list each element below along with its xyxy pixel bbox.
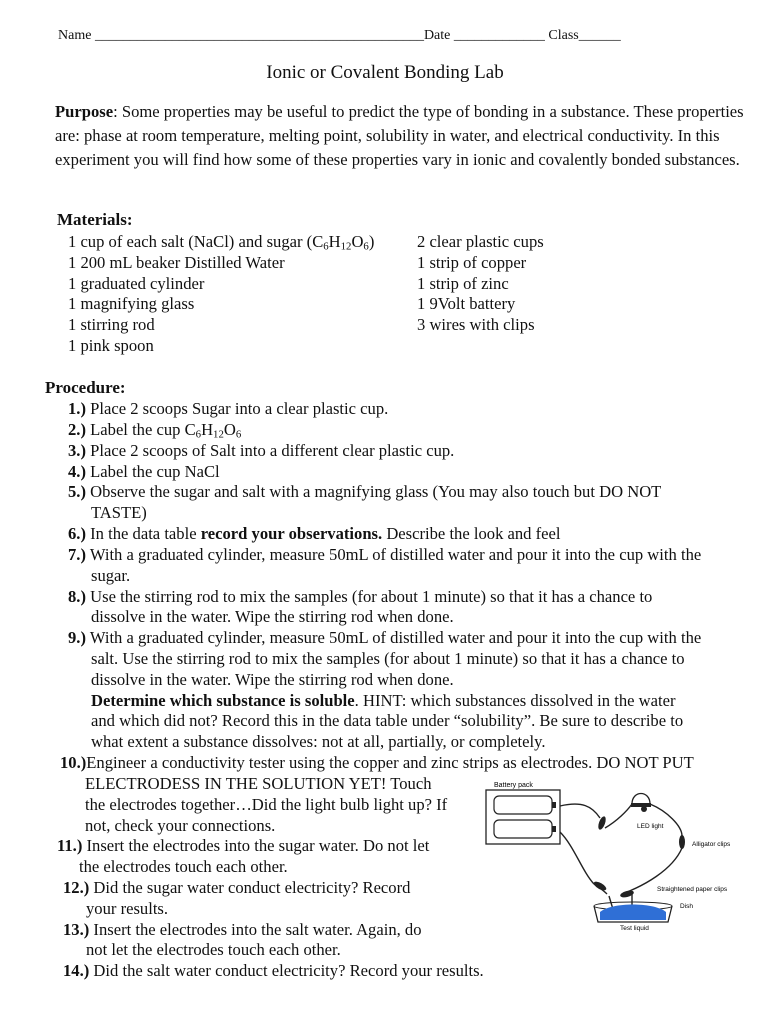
- procedure-step-7: 7.) With a graduated cylinder, measure 50mL of distilled water and pour it into the cup with the: [68, 545, 702, 564]
- procedure-step-5: 5.) Observe the sugar and salt with a magnifying glass (You may also touch but DO NOT: [68, 482, 662, 501]
- procedure-step-3: 3.) Place 2 scoops of Salt into a different clear plastic cup.: [68, 441, 455, 460]
- procedure-step-9-cont: and which did not? Record this in the data table under “solubility”. Be sure to describe to: [91, 711, 684, 730]
- procedure-step-11: 11.) Insert the electrodes into the sugar water. Do not let: [57, 836, 430, 855]
- procedure-step-13-cont: not let the electrodes touch each other.: [86, 940, 341, 959]
- material-item: 1 magnifying glass: [68, 294, 195, 314]
- led-light-icon: [631, 794, 651, 813]
- procedure-step-9-cont: dissolve in the water. Wipe the stirring rod when done.: [91, 670, 454, 689]
- material-item: 1 strip of zinc: [417, 273, 509, 293]
- led-light-label: LED light: [637, 823, 664, 830]
- material-item: 3 wires with clips: [417, 315, 535, 335]
- materials-heading: Materials:: [57, 210, 133, 229]
- procedure-step-10-cont: ELECTRODESS IN THE SOLUTION YET! Touch: [85, 774, 432, 793]
- wire-icon: [560, 804, 682, 918]
- procedure-step-14: 14.) Did the salt water conduct electricity? Record your results.: [63, 961, 484, 980]
- procedure-step-9: 9.) With a graduated cylinder, measure 50mL of distilled water and pour it into the cup with the: [68, 628, 702, 647]
- purpose-text: : Some properties may be useful to predict the type of bonding in a substance. These properties are: phase at room temperature, melting point, solubility in water, and electrical conductivity. In this experiment you will find how some of these properties vary in ionic and covalently bonded substances.: [55, 102, 744, 169]
- procedure-step-7-cont: sugar.: [91, 566, 131, 585]
- material-item: 1 pink spoon: [68, 335, 154, 355]
- procedure-step-13: 13.) Insert the electrodes into the salt water. Again, do: [63, 920, 422, 939]
- date-blank[interactable]: _____________: [453, 28, 545, 43]
- material-item: 1 cup of each salt (NaCl) and sugar $(C_6H_{12}O_6)$: [68, 232, 375, 253]
- procedure-step-2: 2.) Label the cup $C_6H_{12}O_6$: [68, 420, 242, 441]
- procedure-heading: Procedure:: [45, 378, 126, 397]
- alligator-clips-label: Alligator clips: [692, 841, 731, 848]
- procedure-step-10: 10.)Engineer a conductivity tester using the copper and zinc strips as electrodes. DO NOT PUT: [60, 753, 694, 772]
- procedure-step-10-cont: not, check your connections.: [85, 816, 276, 835]
- procedure-step-1: 1.) Place 2 scoops Sugar into a clear plastic cup.: [68, 399, 389, 418]
- paper-clips-label: Straightened paper clips: [657, 886, 728, 893]
- material-item: 1 strip of copper: [417, 252, 527, 272]
- procedure-step-4: 4.) Label the cup NaCl: [68, 462, 220, 481]
- material-item: 1 graduated cylinder: [68, 273, 205, 293]
- procedure-step-12-cont: your results.: [86, 899, 169, 918]
- date-label: Date: [423, 28, 451, 43]
- battery-pack-label: Battery pack: [494, 782, 533, 789]
- dish-label: Dish: [680, 903, 694, 910]
- page-title: Ionic or Covalent Bonding Lab: [266, 62, 504, 83]
- material-item: 1 stirring rod: [68, 315, 155, 335]
- material-item: 1 9Volt battery: [417, 294, 516, 314]
- material-item: 1 200 mL beaker Distilled Water: [68, 252, 285, 272]
- procedure-step-6: 6.) In the data table record your observations. Describe the look and feel: [68, 524, 561, 543]
- procedure-step-12: 12.) Did the sugar water conduct electricity? Record: [63, 878, 411, 897]
- procedure-step-9-cont: Determine which substance is soluble. HINT: which substances dissolved in the water: [91, 691, 676, 710]
- procedure-step-8-cont: dissolve in the water. Wipe the stirring rod when done.: [91, 607, 454, 626]
- test-liquid: [600, 905, 666, 921]
- procedure-step-9-cont: what extent a substance dissolves: not at all, partially, or completely.: [91, 732, 546, 751]
- name-blank[interactable]: _______________________________________________: [94, 28, 424, 43]
- conductivity-tester-diagram: [482, 776, 744, 936]
- header-line: [58, 28, 621, 44]
- procedure-step-11-cont: the electrodes touch each other.: [79, 857, 288, 876]
- class-blank[interactable]: ______: [578, 28, 621, 43]
- procedure-step-9-cont: salt. Use the stirring rod to mix the samples (for about 1 minute) so that it has a chance to: [91, 649, 685, 668]
- material-item: 2 clear plastic cups: [417, 232, 544, 251]
- class-label: Class: [548, 28, 579, 43]
- materials-left-list: [68, 232, 374, 357]
- dish-icon: [594, 902, 672, 922]
- purpose-paragraph: [55, 100, 745, 172]
- procedure-step-8: 8.) Use the stirring rod to mix the samples (for about 1 minute) so that it has a chance to: [68, 587, 653, 606]
- purpose-label: Purpose: [55, 102, 114, 121]
- procedure-step-10-cont: the electrodes together…Did the light bulb light up? If: [85, 795, 448, 814]
- materials-right-list: [417, 232, 544, 336]
- procedure-step-5-cont: TASTE): [91, 503, 147, 522]
- battery-pack-icon: [486, 790, 560, 844]
- name-label: Name: [58, 28, 92, 43]
- test-liquid-label: Test liquid: [620, 925, 649, 932]
